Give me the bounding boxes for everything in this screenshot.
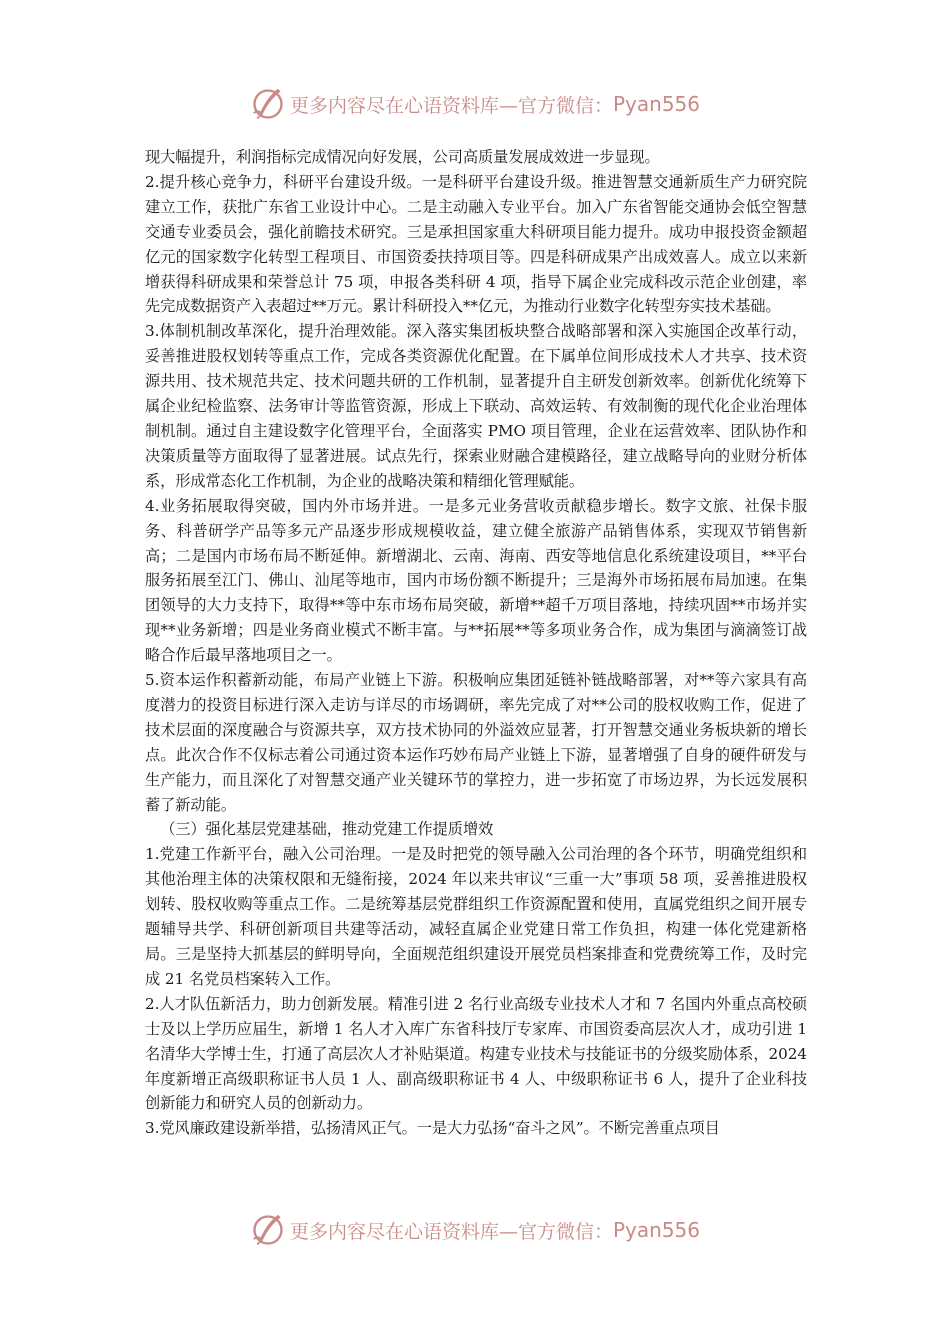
paragraph-institutional-reform: 3.体制机制改革深化，提升治理效能。深入落实集团板块整合战略部署和深入实施国企改革行动，妥善推进股权划转等重点工作，完成各类资源优化配置。在下属单位间形成技术人才共享、技术资源共用、技术规范共定、技术问题共研的工作机制，显著提升自主研发创新效率。创新优化统筹下属企业纪检监察、法务审计等监管资源，形成上下联动、高效运转、有效制衡的现代化企业治理体制机制。通过自主建设数字化管理平台，全面落实 PMO 项目管理，企业在运营效率、团队协作和决策质量等方面取得了显著进展。试点先行，探索业财融合建模路径，建立战略导向的业财分析体系，形成常态化工作机制，为企业的战略决策和精细化管理赋能。	[145, 322, 807, 490]
paragraph-core-competitiveness: 2.提升核心竞争力，科研平台建设升级。一是科研平台建设升级。推进智慧交通新质生产力研究院建立工作，获批广东省工业设计中心。二是主动融入专业平台。加入广东省智能交通协会低空智慧交通专业委员会，强化前瞻技术研究。三是承担国家重大科研项目能力提升。成功申报投资金额超亿元的国家数字化转型工程项目、市国资委扶持项目等。四是科研成果产出成效喜人。成立以来新增获得科研成果和荣誉总计 75 项，申报各类科研 4 项，指导下属企业完成科改示范企业创建，率先完成数据资产入表超过**万元。累计科研投入**亿元，为推动行业数字化转型夯实技术基础。	[145, 172, 807, 316]
watermark-header	[0, 84, 950, 124]
paragraph-business-expansion: 4.业务拓展取得突破，国内外市场并进。一是多元业务营收贡献稳步增长。数字文旅、社保卡服务、科普研学产品等多元产品逐步形成规模收益，建立健全旅游产品销售体系，实现双节销售新高；二是国内市场布局不断延伸。新增湖北、云南、海南、西安等地信息化系统建设项目，**平台服务拓展至江门、佛山、汕尾等地市，国内市场份额不断提升；三是海外市场拓展布局加速。在集团领导的大力支持下，取得**等中东市场布局突破，新增**超千万项目落地，持续巩固**市场并实现**业务新增；四是业务商业模式不断丰富。与**拓展**等多项业务合作，成为集团与滴滴签订战略合作后最早落地项目之一。	[145, 496, 807, 665]
watermark-text: 更多内容尽在心语资料库—官方微信：	[289, 1220, 613, 1243]
paragraph-talent-team: 2.人才队伍新活力，助力创新发展。精准引进 2 名行业高级专业技术人才和 7 名国内外重点高校硕士及以上学历应届生，新增 1 名人才入库广东省科技厅专家库、市国资委高层次人才，成功引进 1 名清华大学博士生，打通了高层次人才补贴渠道。构建专业技术与技能证书的分级奖励体系，2024 年度新增正高级职称证书人员 1 人、副高级职称证书 4 人、中级职称证书 6 人，提升了企业科技创新能力和研究人员的创新动力。	[145, 994, 807, 1113]
watermark-footer	[0, 1210, 950, 1250]
watermark-handle: Pyan556	[613, 1218, 701, 1242]
watermark-text: 更多内容尽在心语资料库—官方微信：	[289, 94, 613, 117]
paragraph-party-building-platform: 1.党建工作新平台，融入公司治理。一是及时把党的领导融入公司治理的各个环节，明确党组织和其他治理主体的决策权限和无缝衔接，2024 年以来共审议“三重一大”事项 58 项，妥善推进股权划转、股权收购等重点工作。二是统筹基层党群组织工作资源配置和使用，直属党组织之间开展专题辅导共学、科研创新项目共建等活动，减轻直属企业党建日常工作负担，构建一体化党建新格局。三是坚持大抓基层的鲜明导向，全面规范组织建设开展党员档案排查和党费统筹工作，及时完成 21 名党员档案转入工作。	[145, 845, 807, 988]
quill-pen-icon	[250, 1212, 286, 1248]
document-body	[145, 145, 807, 1141]
watermark-handle: Pyan556	[613, 92, 701, 116]
paragraph-integrity-construction: 3.党风廉政建设新举措，弘扬清风正气。一是大力弘扬“奋斗之风”。不断完善重点项目	[145, 1119, 720, 1138]
quill-pen-icon	[250, 86, 286, 122]
paragraph-capital-operation: 5.资本运作积蓄新动能，布局产业链上下游。积极响应集团延链补链战略部署，对**等六家具有高度潜力的投资目标进行深入走访与详尽的市场调研，率先完成了对**公司的股权收购工作，促进了技术层面的深度融合与资源共享，双方技术协同的外溢效应显著，打开智慧交通业务板块新的增长点。此次合作不仅标志着公司通过资本运作巧妙布局产业链上下游，显著增强了自身的硬件研发与生产能力，而且深化了对智慧交通产业关键环节的掌控力，进一步拓宽了市场边界，为长远发展积蓄了新动能。	[145, 671, 807, 814]
paragraph-continuation: 现大幅提升，利润指标完成情况向好发展，公司高质量发展成效进一步显现。	[145, 148, 660, 166]
section-heading: （三）强化基层党建基础，推动党建工作提质增效	[160, 820, 494, 839]
